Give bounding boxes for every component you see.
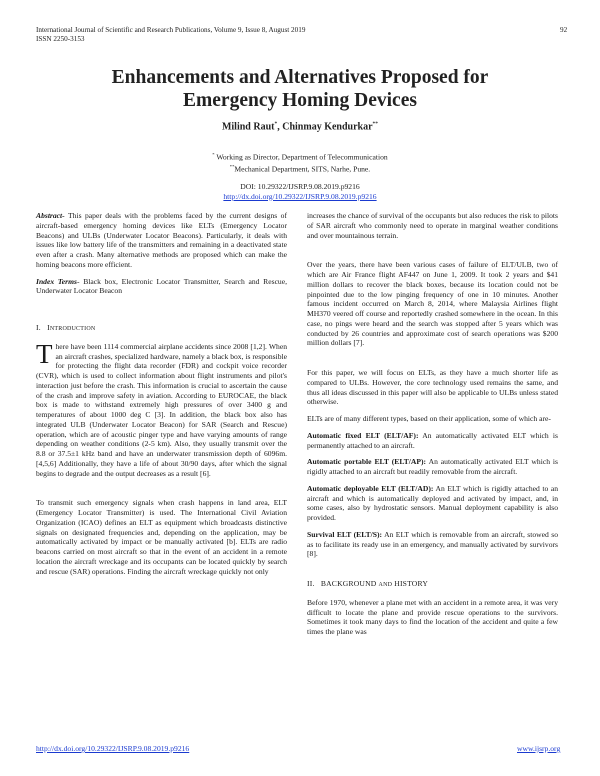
author-separator: ,	[277, 121, 283, 133]
index-terms-text: - Black box, Electronic Locator Transmitter, Search and Rescue, Underwater Locator Beacon	[36, 276, 287, 296]
issn: ISSN 2250-3153	[36, 35, 85, 43]
abstract-text: This paper deals with the problems faced by the current designs of aircraft-based emergency homing devices like ELTs (Emergency Locator Beacons) and ULBs (Underwater Locator Beacons). Particularly, it deals with issues like low battery life of the transmitters and remaining in a deactivated state even after a crash. Many alternative methods are proposed which can make the homing beacons more efficient.	[36, 211, 287, 269]
author-list	[0, 121, 600, 132]
author-2: Chinmay Kendurkar	[282, 121, 373, 133]
author-1: Milind Raut	[221, 121, 275, 133]
section-2-head-a: BACKGROUND	[320, 579, 379, 588]
elt-type-2-text: An automatically activated ELT which is rigidly attached to an aircraft but readily removable from the aircraft.	[307, 457, 558, 476]
affiliation-1-mark: *	[212, 152, 215, 157]
doi-link[interactable]: http://dx.doi.org/10.29322/IJSRP.9.08.2019.p9216	[223, 191, 377, 201]
affiliation-2	[0, 162, 600, 174]
section-2-head-b: HISTORY	[392, 579, 429, 588]
footer-doi-link[interactable]: http://dx.doi.org/10.29322/IJSRP.9.08.2019.p9216	[36, 744, 190, 753]
doi-text: DOI: 10.29322/IJSRP.9.08.2019.p9216	[240, 182, 360, 191]
intro-paragraph-4: Over the years, there have been various cases of failure of ELT/ULB, two of which are Air France flight AF447 on June 1, 2009. It took 2 years and $41 million dollars to recover the black boxes, because its location could not be pinpointed due to the low pinging frequency of one in 10 minutes. Another famous incident occurred on March 8, 2014, where Malaysia Airlines flight MH370 veered off course and reportedly crashed somewhere in the ocean. In this case, no pings were heard and the search was stopped after 5 years which was conducted by 26 countries and approximate cost of search operations was $200 million dollars [7].	[307, 260, 558, 348]
index-terms	[36, 277, 287, 297]
section-1-head-first: I	[47, 323, 50, 332]
elt-type-survival	[307, 530, 558, 559]
section-heading-background	[307, 579, 558, 591]
intro-paragraph-1	[36, 338, 287, 479]
intro-p1-text: here have been 1114 commercial airplane accidents since 2008 [1,2]. When an aircraft crashes, specialized hardware, namely a black box, is responsible for protecting the flight data recorder (FDR) and cockpit voice recorder (CVR), which is used to collect information about flight instruments and pilot's interaction just before the crash. This information is crucial to ascertain the cause of the crash and improve safety in aviation. According to EUROCAE, the black box is made to withstand extremely high pressures of over 3400 g and temperatures of about 1000 deg C [3]. In addition, the black box also has integrated ULB (Underwater Locator Beacon) for SAR (Search and Rescue) operation, which are of acoustic pinger type and have varying amounts of range depending on weather conditions (2-5 km). Also, they usually transmit over the 8.8 or 37.5±1 kHz band and have an underwater transmission depth of 6096m. [4,5,6] Additionally, they have a life of about 30/90 days, after which the signal begins to degrade and the output decreases as a result [6].	[36, 341, 287, 478]
elt-type-4-text: An ELT which is removable from an aircraft, stowed so as to facilitate its ready use in an emergency, and manually activated by survivors [8].	[307, 529, 558, 559]
elt-type-automatic-deployable	[307, 484, 558, 523]
affiliation-2-text: Mechanical Department, SITS, Narhe, Pune.	[234, 164, 371, 174]
journal-info: International Journal of Scientific and Research Publications, Volume 9, Issue 8, August 2019	[36, 26, 306, 34]
elt-type-3-label: Automatic deployable ELT (ELT/AD):	[307, 483, 434, 493]
intro-paragraph-6: ELTs are of many different types, based on their application, some of which are-	[307, 414, 551, 423]
affiliation-1-text: Working as Director, Department of Telecommunication	[216, 152, 388, 162]
abstract-label: Abstract-	[36, 211, 65, 220]
left-column	[36, 211, 287, 576]
section-1-numeral: I.	[36, 323, 41, 332]
page-number: 92	[560, 26, 568, 34]
affiliation-1	[0, 150, 600, 162]
drop-cap: T	[36, 338, 53, 369]
elt-type-3-text: An ELT which is rigidly attached to an aircraft and which is automatically deployed and activated by impact, and, in some cases, also by hydrostatic sensors. Manual deployment capability is also provided.	[307, 483, 558, 522]
elt-type-automatic-fixed	[307, 431, 558, 451]
elt-type-4-label: Survival ELT (ELT/S):	[307, 529, 383, 539]
title-line-2: Emergency Homing Devices	[183, 90, 417, 111]
intro-paragraph-3: increases the chance of survival of the occupants but also reduces the risk to pilots of SAR aircraft who commonly need to operate in marginal weather conditions and over mountainous terrain.	[307, 211, 558, 240]
section-1-head-rest: NTRODUCTION	[49, 326, 96, 332]
elt-type-2-label: Automatic portable ELT (ELT/AP):	[307, 457, 427, 467]
background-paragraph-1: Before 1970, whenever a plane met with an accident in a remote area, it was very difficult to locate the plane and provide rescue operations to the survivors. Sometimes it took many days to find the location of the accident and quite a few times the plane was	[307, 597, 558, 636]
affiliation-2-mark: **	[229, 164, 235, 170]
title-line-1: Enhancements and Alternatives Proposed for	[111, 67, 489, 88]
section-heading-introduction	[36, 323, 287, 335]
index-terms-label: Index Terms	[36, 276, 77, 286]
affiliations	[0, 150, 600, 174]
running-header	[36, 26, 305, 44]
author-2-mark: **	[372, 121, 379, 127]
section-2-head-small: AND	[378, 582, 393, 588]
doi-block	[0, 182, 600, 201]
right-column	[307, 211, 558, 637]
author-1-mark: *	[274, 121, 278, 127]
paper-title	[0, 66, 600, 112]
intro-paragraph-2: To transmit such emergency signals when crash happens in land area, ELT (Emergency Locator Transmitter) is used. The International Civil Aviation Organization (ICAO) defines an ELT as equipment which broadcasts distinctive signals on designated frequencies and, depending on the application, may be automatically activated by impact or be manually activated [b]. ELTs are radio beacons carried on most aircraft so that in the event of an accident in a remote location the aircraft wreckage and its occupants can be located quickly by search and rescue (SAR) operations. Finding the aircraft wreckage quickly not only	[36, 498, 287, 576]
footer-site-link[interactable]: www.ijsrp.org	[517, 744, 561, 753]
section-2-numeral: II.	[307, 579, 315, 588]
elt-type-1-label: Automatic fixed ELT (ELT/AF):	[307, 430, 419, 440]
elt-type-automatic-portable	[307, 457, 558, 477]
intro-paragraph-5: For this paper, we will focus on ELTs, as they have a much shorter life as compared to ULBs. However, the core technology used remains the same, and thus all ideas discussed in this paper will also be applicable to ULBs unless stated otherwise.	[307, 368, 558, 407]
elt-type-1-text: An automatically activated ELT which is permanently attached to an aircraft.	[307, 430, 558, 450]
abstract	[36, 211, 287, 270]
